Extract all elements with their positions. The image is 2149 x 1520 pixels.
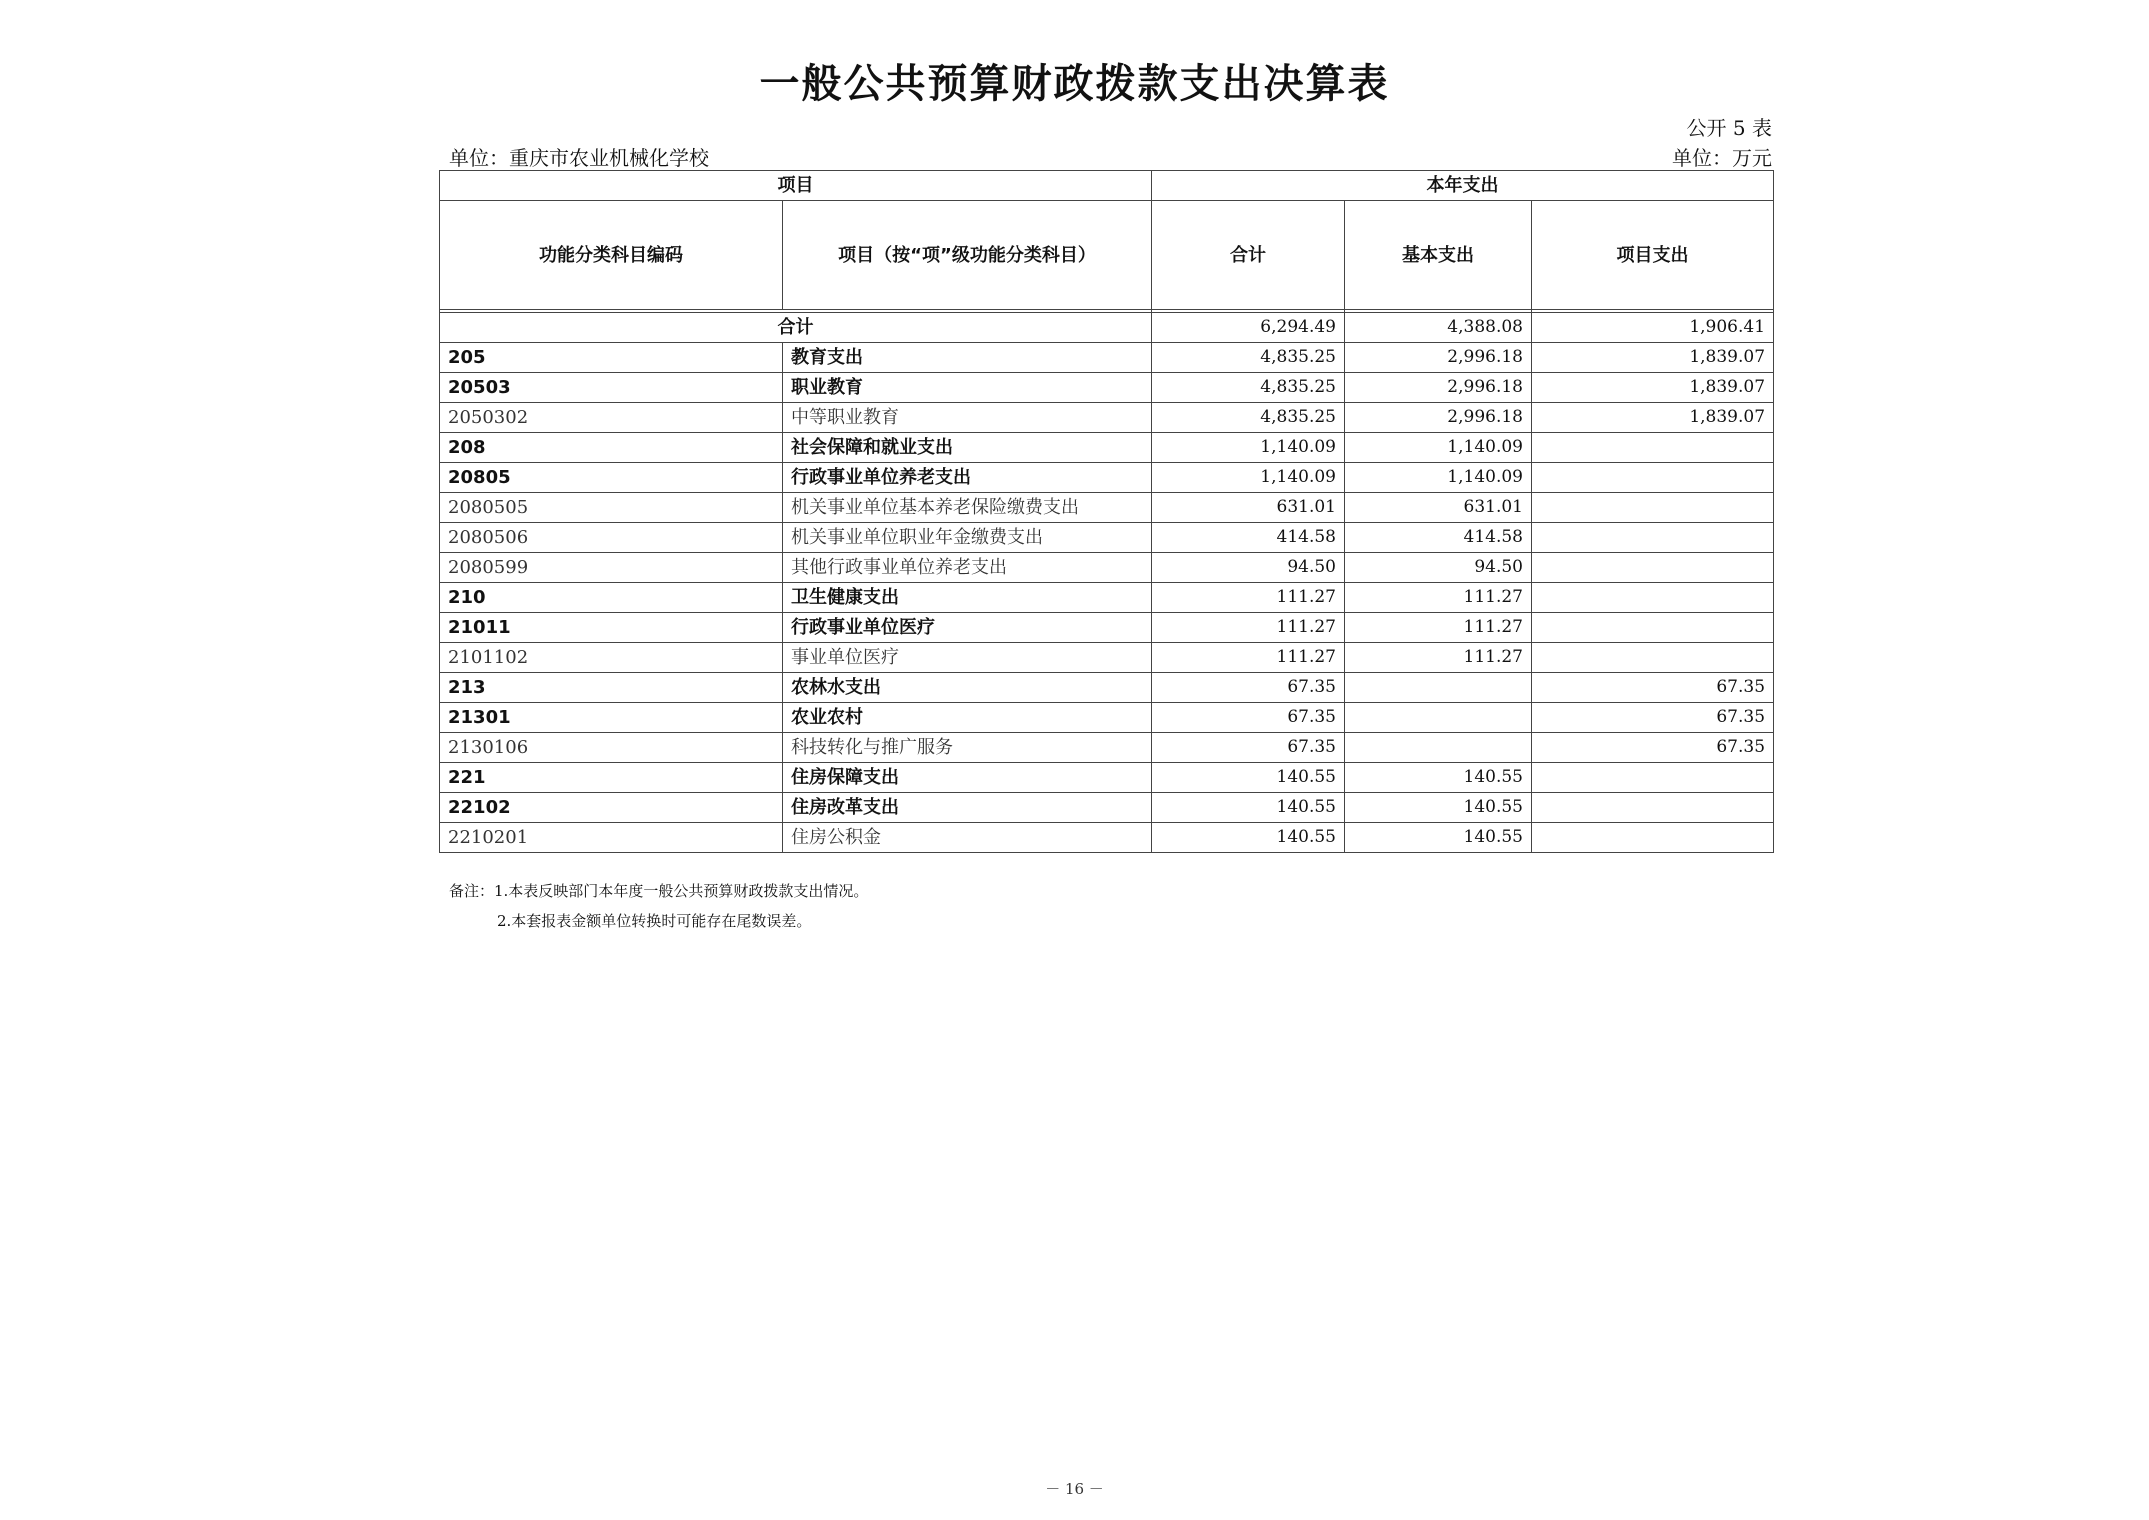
row-code: 2080505 [440,493,783,523]
row-name: 行政事业单位养老支出 [783,463,1152,493]
table-row [440,763,1774,793]
row-basic: 414.58 [1345,523,1532,553]
row-basic: 111.27 [1345,583,1532,613]
row-basic: 2,996.18 [1345,343,1532,373]
row-basic: 140.55 [1345,763,1532,793]
total-row [440,313,1774,343]
row-project [1532,583,1774,613]
organization-unit: 单位：重庆市农业机械化学校 [449,146,709,170]
row-project [1532,493,1774,523]
row-name: 机关事业单位基本养老保险缴费支出 [783,493,1152,523]
row-total: 67.35 [1152,733,1345,763]
row-total: 111.27 [1152,583,1345,613]
row-name: 科技转化与推广服务 [783,733,1152,763]
notes [449,876,868,936]
table-row [440,583,1774,613]
row-basic: 140.55 [1345,823,1532,853]
row-total: 631.01 [1152,493,1345,523]
row-name: 教育支出 [783,343,1152,373]
row-project [1532,823,1774,853]
table-row [440,703,1774,733]
row-code: 2080599 [440,553,783,583]
row-code: 22102 [440,793,783,823]
total-amount: 6,294.49 [1152,313,1345,343]
header-basic: 基本支出 [1345,201,1532,310]
header-group-expenditure: 本年支出 [1152,171,1774,201]
header-name: 项目（按“项”级功能分类科目） [783,201,1152,310]
row-code: 21011 [440,613,783,643]
note-2: 2.本套报表金额单位转换时可能存在尾数误差。 [497,912,812,930]
row-name: 农林水支出 [783,673,1152,703]
row-total: 140.55 [1152,793,1345,823]
row-basic: 631.01 [1345,493,1532,523]
row-project: 1,839.07 [1532,403,1774,433]
row-basic: 1,140.09 [1345,463,1532,493]
row-project [1532,523,1774,553]
expenditure-table [439,170,1774,853]
page-title: 一般公共预算财政拨款支出决算表 [759,61,1390,107]
row-project: 1,839.07 [1532,373,1774,403]
header-project: 项目支出 [1532,201,1774,310]
row-basic: 111.27 [1345,643,1532,673]
page-number: － 16 － [1045,1480,1104,1498]
row-project: 67.35 [1532,733,1774,763]
row-total: 1,140.09 [1152,433,1345,463]
row-total: 67.35 [1152,703,1345,733]
header-group-items: 项目 [440,171,1152,201]
header-total: 合计 [1152,201,1345,310]
row-code: 2210201 [440,823,783,853]
row-code: 20805 [440,463,783,493]
row-basic: 111.27 [1345,613,1532,643]
table-row [440,823,1774,853]
row-total: 4,835.25 [1152,343,1345,373]
note-1: 备注：1.本表反映部门本年度一般公共预算财政拨款支出情况。 [449,882,869,900]
row-name: 卫生健康支出 [783,583,1152,613]
row-project [1532,763,1774,793]
row-total: 414.58 [1152,523,1345,553]
row-name: 其他行政事业单位养老支出 [783,553,1152,583]
table-row [440,403,1774,433]
row-basic: 2,996.18 [1345,373,1532,403]
row-basic [1345,673,1532,703]
row-total: 67.35 [1152,673,1345,703]
row-code: 2080506 [440,523,783,553]
row-project [1532,643,1774,673]
row-code: 20503 [440,373,783,403]
row-code: 205 [440,343,783,373]
table-row [440,673,1774,703]
row-total: 111.27 [1152,643,1345,673]
table-row [440,463,1774,493]
row-total: 111.27 [1152,613,1345,643]
row-project: 67.35 [1532,673,1774,703]
row-total: 1,140.09 [1152,463,1345,493]
total-project: 1,906.41 [1532,313,1774,343]
row-project [1532,793,1774,823]
row-name: 社会保障和就业支出 [783,433,1152,463]
row-code: 21301 [440,703,783,733]
table-row [440,613,1774,643]
row-total: 4,835.25 [1152,373,1345,403]
row-project [1532,433,1774,463]
table-row [440,643,1774,673]
row-code: 221 [440,763,783,793]
row-basic: 1,140.09 [1345,433,1532,463]
row-name: 住房公积金 [783,823,1152,853]
table-row [440,733,1774,763]
row-code: 210 [440,583,783,613]
form-number: 公开 5 表 [1686,116,1772,140]
row-name: 机关事业单位职业年金缴费支出 [783,523,1152,553]
row-project [1532,613,1774,643]
row-basic: 140.55 [1345,793,1532,823]
row-code: 208 [440,433,783,463]
table-row [440,553,1774,583]
row-basic [1345,733,1532,763]
total-label: 合计 [440,313,1152,343]
row-name: 住房改革支出 [783,793,1152,823]
row-basic: 94.50 [1345,553,1532,583]
row-name: 住房保障支出 [783,763,1152,793]
row-total: 94.50 [1152,553,1345,583]
row-project [1532,553,1774,583]
table-row [440,523,1774,553]
row-project: 67.35 [1532,703,1774,733]
currency-unit: 单位：万元 [1672,146,1772,170]
table-row [440,493,1774,523]
row-name: 行政事业单位医疗 [783,613,1152,643]
table-row [440,373,1774,403]
table-row [440,343,1774,373]
row-code: 2050302 [440,403,783,433]
row-code: 213 [440,673,783,703]
table-row [440,433,1774,463]
row-code: 2101102 [440,643,783,673]
row-name: 中等职业教育 [783,403,1152,433]
row-code: 2130106 [440,733,783,763]
row-basic [1345,703,1532,733]
row-basic: 2,996.18 [1345,403,1532,433]
row-name: 农业农村 [783,703,1152,733]
table-row [440,793,1774,823]
row-project: 1,839.07 [1532,343,1774,373]
row-name: 事业单位医疗 [783,643,1152,673]
row-total: 140.55 [1152,763,1345,793]
row-project [1532,463,1774,493]
row-name: 职业教育 [783,373,1152,403]
row-total: 4,835.25 [1152,403,1345,433]
row-total: 140.55 [1152,823,1345,853]
total-basic: 4,388.08 [1345,313,1532,343]
header-code: 功能分类科目编码 [440,201,783,310]
